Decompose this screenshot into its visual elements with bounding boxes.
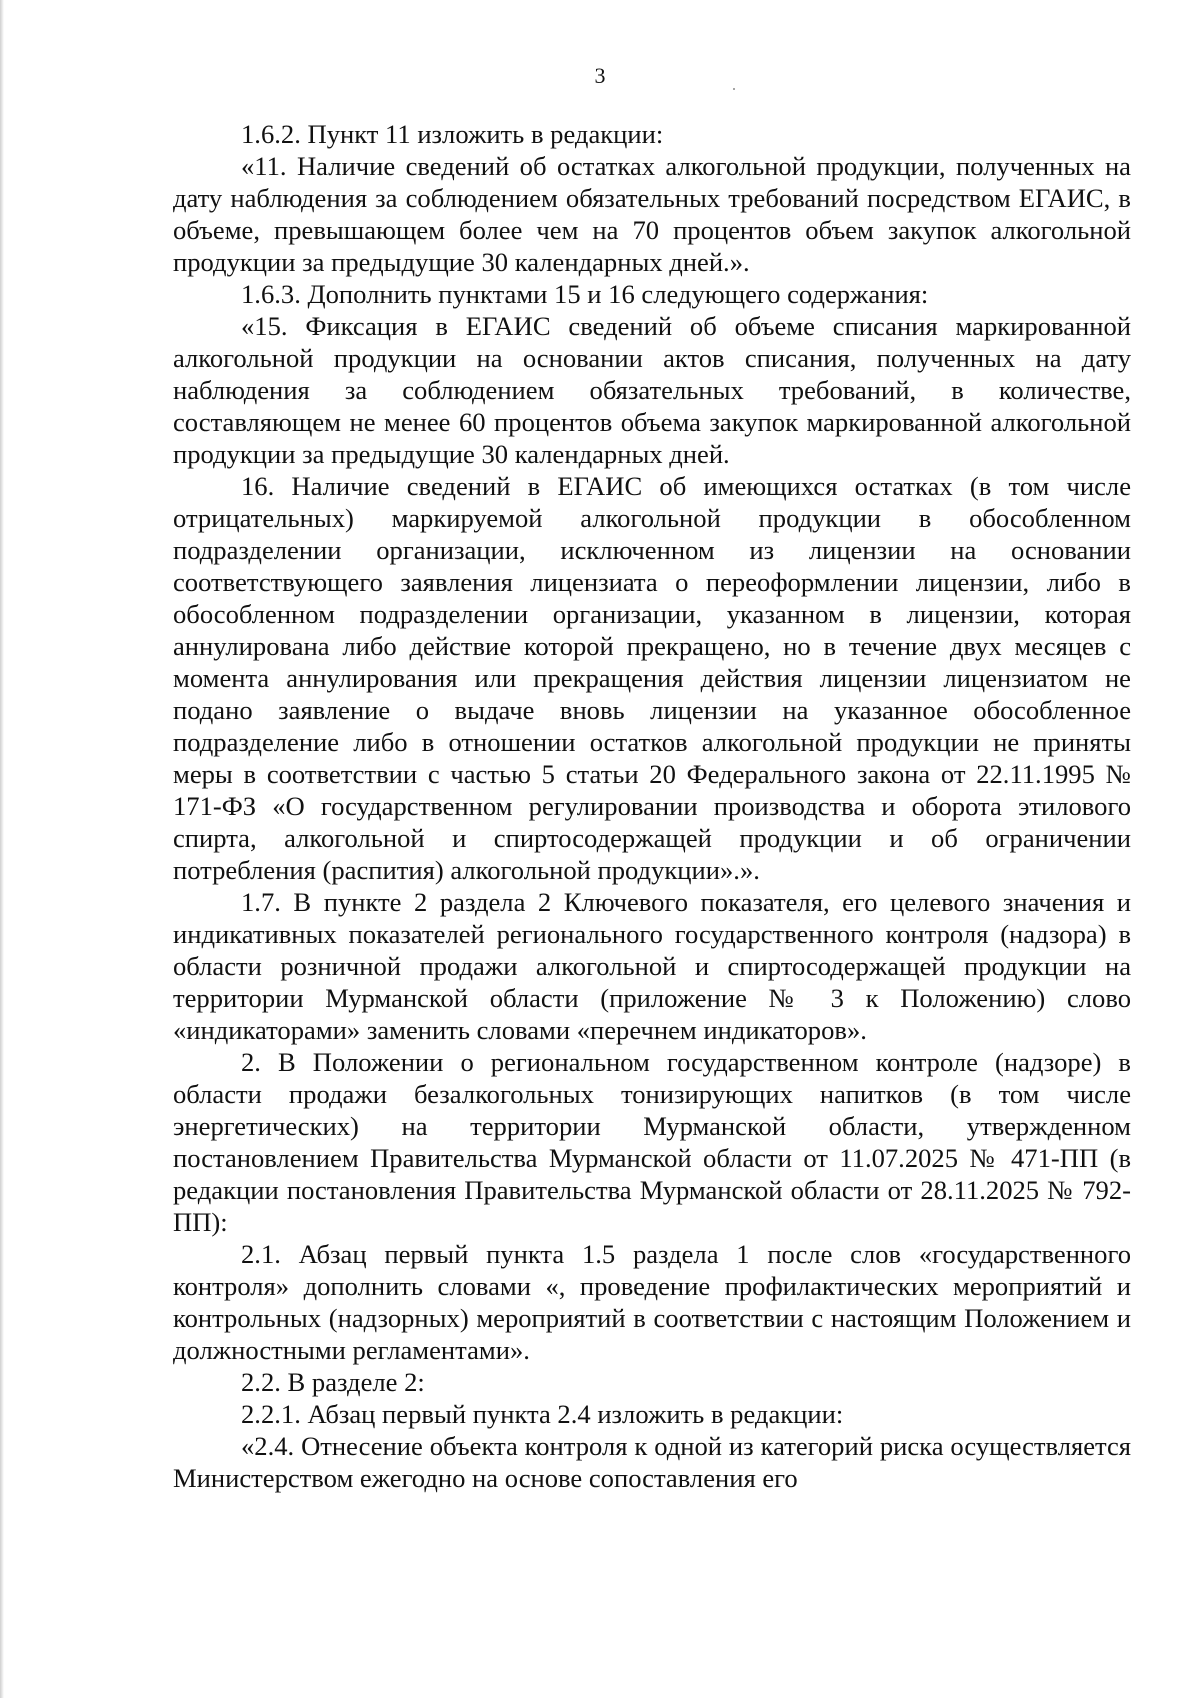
paragraph-2-1: 2.1. Абзац первый пункта 1.5 раздела 1 после слов «государственного контроля» дополнить словами «, проведение профилактических мероприятий и контрольных (надзорных) мероприятий в соответствии с настоящим Положением и должностными регламентами». (173, 1239, 1131, 1365)
paragraph-2-2-1: 2.2.1. Абзац первый пункта 2.4 изложить в редакции: (241, 1399, 844, 1429)
scan-edge-shadow (0, 0, 4, 1698)
document-body (173, 118, 1131, 1494)
paragraph-quote-11: «11. Наличие сведений об остатках алкогольной продукции, полученных на дату наблюдения за соблюдением обязательных требований посредством ЕГАИС, в объеме, превышающем более чем на 70 процентов объем закупок алкогольной продукции за предыдущие 30 календарных дней.». (173, 151, 1131, 277)
paragraph-1-6-2: 1.6.2. Пункт 11 изложить в редакции: (241, 119, 664, 149)
paragraph-quote-15: «15. Фиксация в ЕГАИС сведений об объеме списания маркированной алкогольной продукции на основании актов списания, полученных на дату наблюдения за соблюдением обязательных требований, в количестве, составляющем не менее 60 процентов объема закупок маркированной алкогольной продукции за предыдущие 30 календарных дней. (173, 311, 1131, 469)
paragraph-2-2: 2.2. В разделе 2: (241, 1367, 425, 1397)
paragraph-1-6-3: 1.6.3. Дополнить пунктами 15 и 16 следующего содержания: (241, 279, 929, 309)
page-number: 3 (594, 63, 606, 88)
paragraph-1-7: 1.7. В пункте 2 раздела 2 Ключевого показателя, его целевого значения и индикативных показателей регионального государственного контроля (надзора) в области розничной продажи алкогольной и спиртосодержащей продукции на территории Мурманской области (приложение № 3 к Положению) слово «индикаторами» заменить словами «перечнем индикаторов». (173, 887, 1131, 1045)
paragraph-16: 16. Наличие сведений в ЕГАИС об имеющихся остатках (в том числе отрицательных) маркируемой алкогольной продукции в обособленном подразделении организации, исключенном из лицензии на основании соответствующего заявления лицензиата о переоформлении лицензии, либо в обособленном подразделении организации, указанном в лицензии, которая аннулирована либо действие которой прекращено, но в течение двух месяцев с момента аннулирования или прекращения действия лицензии лицензиатом не подано заявление о выдаче вновь лицензии на указанное обособленное подразделение либо в отношении остатков алкогольной продукции не приняты меры в соответствии с частью 5 статьи 20 Федерального закона от 22.11.1995 № 171-ФЗ «О государственном регулировании производства и оборота этилового спирта, алкогольной и спиртосодержащей продукции и об ограничении потребления (распития) алкогольной продукции».». (173, 471, 1131, 885)
paragraph-quote-2-4: «2.4. Отнесение объекта контроля к одной из категорий риска осуществляется Министерством ежегодно на основе сопоставления его (173, 1431, 1131, 1493)
paragraph-2: 2. В Положении о региональном государственном контроле (надзоре) в области продажи безалкогольных тонизирующих напитков (в том числе энергетических) на территории Мурманской области, утвержденном постановлением Правительства Мурманской области от 11.07.2025 № 471-ПП (в редакции постановления Правительства Мурманской области от 28.11.2025 № 792-ПП): (173, 1047, 1131, 1237)
